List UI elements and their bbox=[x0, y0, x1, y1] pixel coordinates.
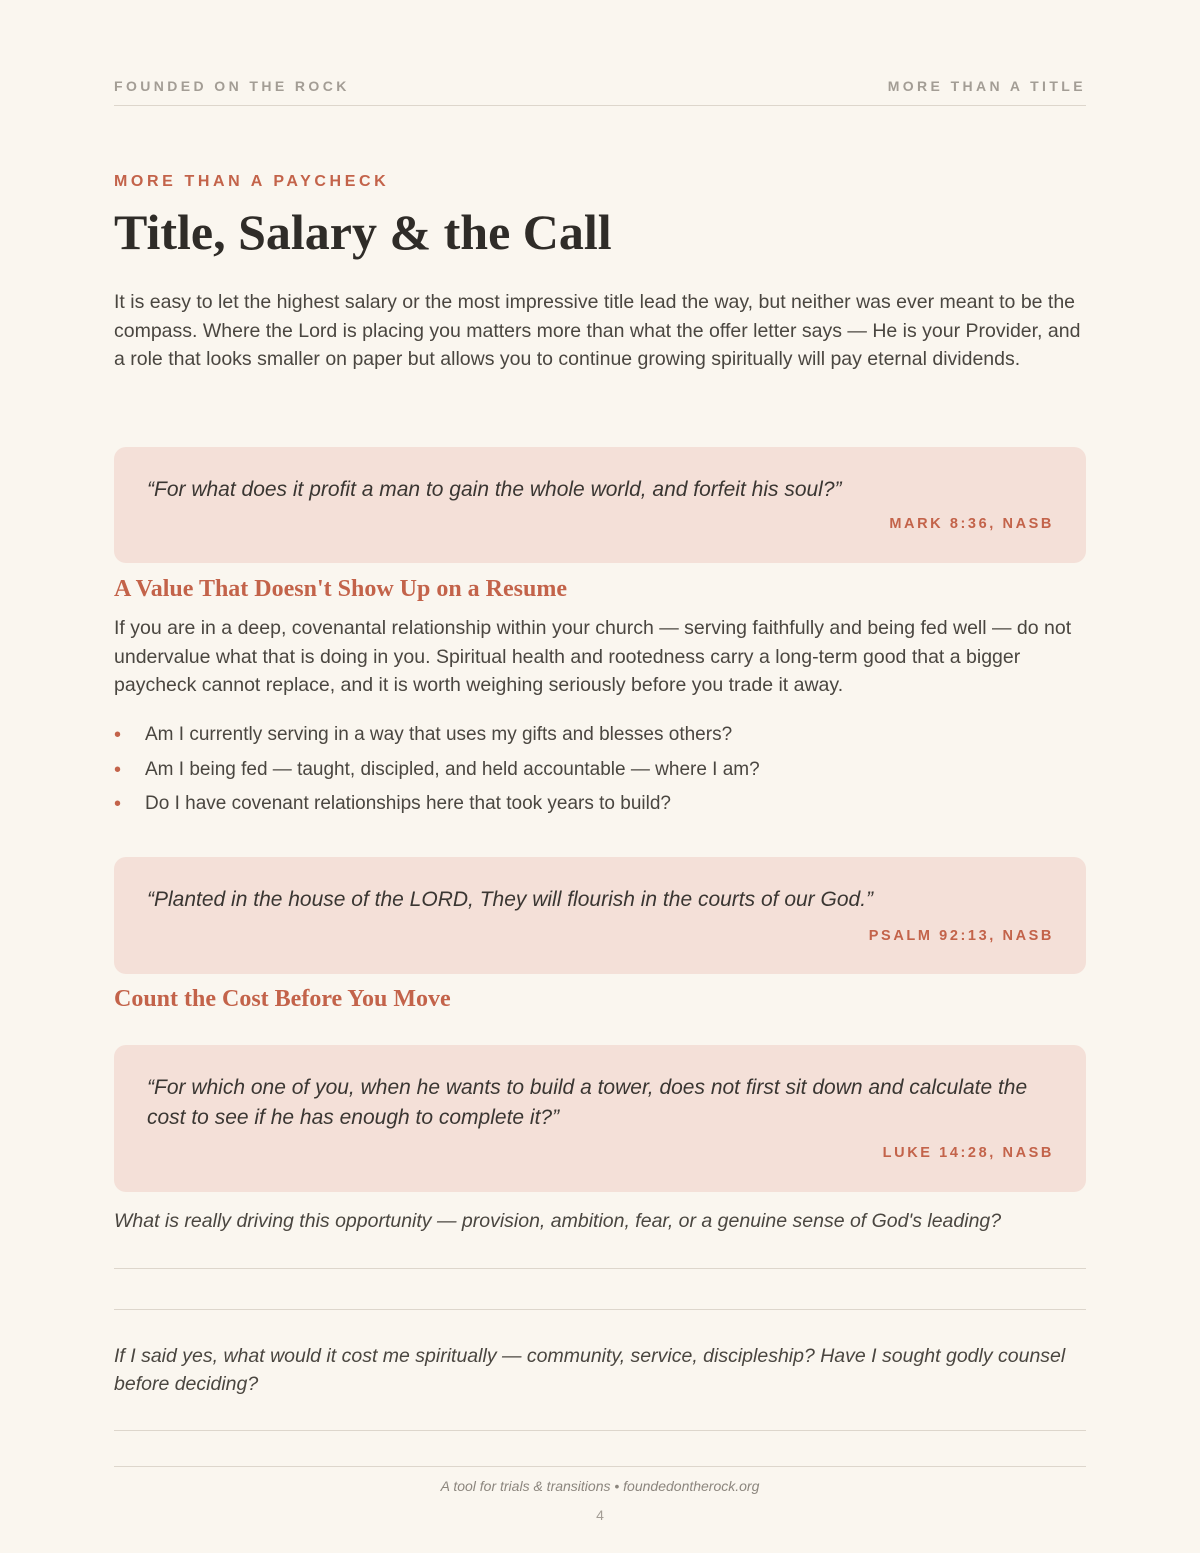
quote-reference: LUKE 14:28, NASB bbox=[882, 1145, 1054, 1161]
footer-divider bbox=[114, 1466, 1086, 1467]
list-item: • Am I being fed — taught, discipled, and held accountable — where I am? bbox=[114, 753, 760, 788]
reflection-prompt-2: If I said yes, what would it cost me spiritually — community, service, discipleship? Have I sought godly counsel before deciding? bbox=[114, 1345, 1066, 1395]
section-heading-cost: Count the Cost Before You Move bbox=[114, 986, 451, 1012]
scripture-quote-3 bbox=[114, 1045, 1086, 1192]
section-paragraph: If you are in a deep, covenantal relationship within your church — serving faithfully and being fed well — do not undervalue what that is doing in you. Spiritual health and rootedness carry a long-term good that a bigger paycheck cannot replace, and it is worth weighing seriously before you trade it away. bbox=[114, 617, 1072, 696]
reflection-list bbox=[114, 718, 760, 822]
list-item: • Am I currently serving in a way that uses my gifts and blesses others? bbox=[114, 718, 760, 753]
quote-reference: MARK 8:36, NASB bbox=[889, 516, 1054, 532]
bullet-icon: • bbox=[114, 758, 122, 781]
intro-paragraph: It is easy to let the highest salary or the most impressive title lead the way, but neither was ever meant to be the compass. Where the Lord is placing you matters more than what the offer letter says — He is your Provider, and a role that looks smaller on paper but allows you to continue growing spiritually will pay eternal dividends. bbox=[114, 291, 1081, 370]
footer-text: A tool for trials & transitions • foundedontherock.org bbox=[440, 1478, 760, 1494]
page-number: 4 bbox=[596, 1507, 604, 1523]
bullet-icon: • bbox=[114, 724, 122, 746]
answer-line[interactable] bbox=[114, 1309, 1086, 1310]
header-right: MORE THAN A TITLE bbox=[887, 78, 1086, 94]
scripture-quote-1 bbox=[114, 447, 1086, 563]
section-kicker: MORE THAN A PAYCHECK bbox=[114, 173, 390, 190]
header-left: FOUNDED ON THE ROCK bbox=[114, 78, 350, 94]
answer-line[interactable] bbox=[114, 1430, 1086, 1431]
bullet-icon: • bbox=[114, 793, 122, 815]
quote-reference: PSALM 92:13, NASB bbox=[868, 928, 1054, 944]
reflection-prompt-1: What is really driving this opportunity — provision, ambition, fear, or a genuine sense of God's leading? bbox=[114, 1210, 1002, 1232]
page-title: Title, Salary & the Call bbox=[114, 204, 612, 260]
quote-text: “For which one of you, when he wants to build a tower, does not first sit down and calculate the cost to see if he has enough to complete it?” bbox=[147, 1076, 1028, 1129]
answer-line[interactable] bbox=[114, 1268, 1086, 1269]
list-item: • Do I have covenant relationships here that took years to build? bbox=[114, 787, 760, 822]
section-heading-value: A Value That Doesn't Show Up on a Resume bbox=[114, 576, 567, 602]
quote-text: “For what does it profit a man to gain the whole world, and forfeit his soul?” bbox=[147, 478, 842, 501]
scripture-quote-2 bbox=[114, 857, 1086, 974]
quote-text: “Planted in the house of the LORD, They will flourish in the courts of our God.” bbox=[147, 888, 874, 911]
running-header bbox=[114, 78, 1086, 94]
header-divider bbox=[114, 105, 1086, 106]
